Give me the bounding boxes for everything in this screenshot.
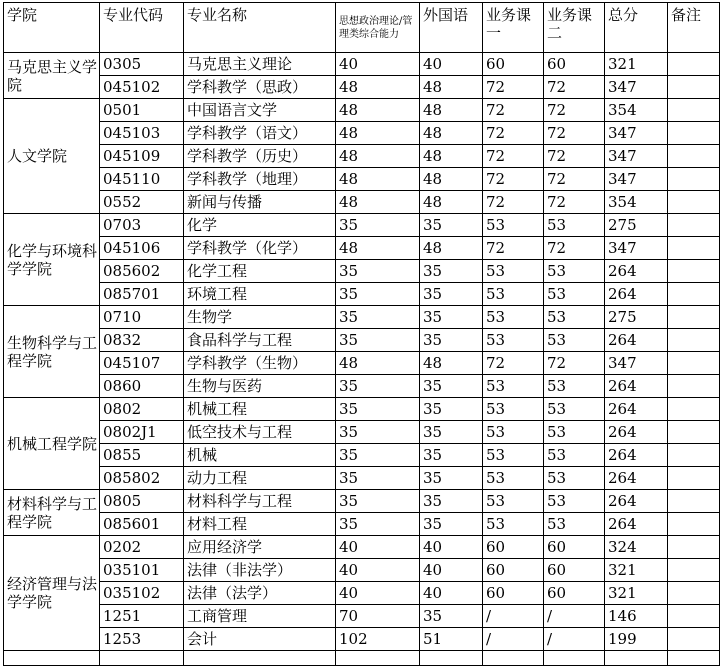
empty-cell: [184, 651, 336, 666]
politics-cell: 48: [336, 191, 420, 214]
course1-cell: 53: [483, 214, 544, 237]
total-cell: 264: [605, 490, 668, 513]
course1-cell: 53: [483, 306, 544, 329]
course2-cell: 53: [544, 260, 605, 283]
note-cell: [668, 605, 720, 628]
course1-cell: /: [483, 605, 544, 628]
table-row: [4, 99, 720, 122]
table-row: [4, 214, 720, 237]
total-cell: 264: [605, 260, 668, 283]
note-cell: [668, 582, 720, 605]
foreign-cell: 48: [420, 122, 483, 145]
note-cell: [668, 559, 720, 582]
name-cell: 学科教学（思政）: [184, 76, 336, 99]
course2-cell: 60: [544, 559, 605, 582]
course2-cell: 53: [544, 283, 605, 306]
table-row: [4, 398, 720, 421]
empty-cell: [420, 651, 483, 666]
course2-cell: 53: [544, 467, 605, 490]
code-cell: 0832: [100, 329, 184, 352]
total-cell: 347: [605, 76, 668, 99]
course2-cell: 72: [544, 191, 605, 214]
empty-cell: [100, 651, 184, 666]
code-cell: 045109: [100, 145, 184, 168]
note-cell: [668, 375, 720, 398]
code-cell: 0305: [100, 53, 184, 76]
code-cell: 1251: [100, 605, 184, 628]
name-cell: 学科教学（历史）: [184, 145, 336, 168]
table-row: [4, 122, 720, 145]
foreign-cell: 40: [420, 536, 483, 559]
table-row: [4, 375, 720, 398]
total-cell: 354: [605, 191, 668, 214]
foreign-cell: 35: [420, 329, 483, 352]
name-cell: 生物与医药: [184, 375, 336, 398]
note-cell: [668, 145, 720, 168]
course2-cell: 53: [544, 214, 605, 237]
code-cell: 0703: [100, 214, 184, 237]
empty-cell: [483, 651, 544, 666]
politics-cell: 35: [336, 306, 420, 329]
politics-cell: 48: [336, 145, 420, 168]
course2-cell: 60: [544, 582, 605, 605]
foreign-cell: 40: [420, 559, 483, 582]
name-cell: 动力工程: [184, 467, 336, 490]
course1-cell: 72: [483, 191, 544, 214]
course2-cell: 60: [544, 53, 605, 76]
table-body: [4, 53, 720, 666]
politics-cell: 40: [336, 559, 420, 582]
course2-cell: 53: [544, 398, 605, 421]
header-foreign: 外国语: [420, 3, 483, 53]
course1-cell: 60: [483, 559, 544, 582]
course2-cell: /: [544, 628, 605, 651]
total-cell: 264: [605, 375, 668, 398]
table-row-partial: [4, 651, 720, 666]
foreign-cell: 35: [420, 283, 483, 306]
course2-cell: 72: [544, 352, 605, 375]
total-cell: 146: [605, 605, 668, 628]
name-cell: 法律（法学）: [184, 582, 336, 605]
course1-cell: 60: [483, 53, 544, 76]
course2-cell: 53: [544, 421, 605, 444]
code-cell: 045107: [100, 352, 184, 375]
politics-cell: 48: [336, 237, 420, 260]
politics-cell: 48: [336, 352, 420, 375]
course1-cell: 53: [483, 398, 544, 421]
total-cell: 324: [605, 536, 668, 559]
college-cell: 材料科学与工程学院: [4, 490, 100, 536]
table-row: [4, 191, 720, 214]
total-cell: 264: [605, 421, 668, 444]
name-cell: 食品科学与工程: [184, 329, 336, 352]
code-cell: 045103: [100, 122, 184, 145]
note-cell: [668, 168, 720, 191]
code-cell: 0802: [100, 398, 184, 421]
course1-cell: 53: [483, 490, 544, 513]
politics-cell: 35: [336, 329, 420, 352]
college-cell: 化学与环境科学学院: [4, 214, 100, 306]
code-cell: 085601: [100, 513, 184, 536]
politics-cell: 48: [336, 76, 420, 99]
course1-cell: 72: [483, 99, 544, 122]
table-row: [4, 283, 720, 306]
course2-cell: 72: [544, 76, 605, 99]
header-politics: 思想政治理论/管理类综合能力: [336, 3, 420, 53]
college-cell: 马克思主义学院: [4, 53, 100, 99]
header-code: 专业代码: [100, 3, 184, 53]
name-cell: 学科教学（生物）: [184, 352, 336, 375]
total-cell: 321: [605, 559, 668, 582]
course2-cell: /: [544, 605, 605, 628]
foreign-cell: 40: [420, 582, 483, 605]
note-cell: [668, 352, 720, 375]
foreign-cell: 35: [420, 513, 483, 536]
code-cell: 0855: [100, 444, 184, 467]
foreign-cell: 35: [420, 260, 483, 283]
total-cell: 347: [605, 237, 668, 260]
name-cell: 会计: [184, 628, 336, 651]
table-row: [4, 559, 720, 582]
course2-cell: 53: [544, 490, 605, 513]
foreign-cell: 40: [420, 53, 483, 76]
course1-cell: 53: [483, 513, 544, 536]
empty-cell: [544, 651, 605, 666]
note-cell: [668, 513, 720, 536]
note-cell: [668, 53, 720, 76]
foreign-cell: 35: [420, 444, 483, 467]
foreign-cell: 35: [420, 306, 483, 329]
college-cell: 人文学院: [4, 99, 100, 214]
politics-cell: 48: [336, 99, 420, 122]
name-cell: 机械工程: [184, 398, 336, 421]
course1-cell: 53: [483, 329, 544, 352]
table-row: [4, 490, 720, 513]
course1-cell: 53: [483, 444, 544, 467]
note-cell: [668, 306, 720, 329]
name-cell: 学科教学（化学）: [184, 237, 336, 260]
course1-cell: 53: [483, 260, 544, 283]
note-cell: [668, 214, 720, 237]
code-cell: 0805: [100, 490, 184, 513]
code-cell: 1253: [100, 628, 184, 651]
note-cell: [668, 444, 720, 467]
total-cell: 321: [605, 582, 668, 605]
foreign-cell: 48: [420, 168, 483, 191]
name-cell: 环境工程: [184, 283, 336, 306]
total-cell: 347: [605, 352, 668, 375]
name-cell: 学科教学（语文）: [184, 122, 336, 145]
table-row: [4, 260, 720, 283]
total-cell: 264: [605, 467, 668, 490]
politics-cell: 35: [336, 444, 420, 467]
politics-cell: 35: [336, 375, 420, 398]
code-cell: 0501: [100, 99, 184, 122]
header-course1: 业务课一: [483, 3, 544, 53]
note-cell: [668, 76, 720, 99]
name-cell: 应用经济学: [184, 536, 336, 559]
name-cell: 生物学: [184, 306, 336, 329]
politics-cell: 40: [336, 53, 420, 76]
name-cell: 中国语言文学: [184, 99, 336, 122]
course1-cell: /: [483, 628, 544, 651]
table-row: [4, 536, 720, 559]
course1-cell: 72: [483, 352, 544, 375]
course2-cell: 72: [544, 122, 605, 145]
total-cell: 354: [605, 99, 668, 122]
politics-cell: 35: [336, 467, 420, 490]
name-cell: 化学工程: [184, 260, 336, 283]
name-cell: 马克思主义理论: [184, 53, 336, 76]
code-cell: 0860: [100, 375, 184, 398]
code-cell: 045106: [100, 237, 184, 260]
code-cell: 035102: [100, 582, 184, 605]
course1-cell: 53: [483, 467, 544, 490]
table-row: [4, 582, 720, 605]
course1-cell: 72: [483, 122, 544, 145]
table-row: [4, 329, 720, 352]
name-cell: 材料科学与工程: [184, 490, 336, 513]
politics-cell: 35: [336, 490, 420, 513]
politics-cell: 35: [336, 421, 420, 444]
table-row: [4, 605, 720, 628]
table-row: [4, 628, 720, 651]
name-cell: 材料工程: [184, 513, 336, 536]
header-total: 总分: [605, 3, 668, 53]
table-row: [4, 421, 720, 444]
name-cell: 法律（非法学）: [184, 559, 336, 582]
note-cell: [668, 260, 720, 283]
code-cell: 045102: [100, 76, 184, 99]
total-cell: 264: [605, 398, 668, 421]
course1-cell: 72: [483, 168, 544, 191]
foreign-cell: 35: [420, 398, 483, 421]
note-cell: [668, 99, 720, 122]
total-cell: 275: [605, 214, 668, 237]
college-cell: 机械工程学院: [4, 398, 100, 490]
foreign-cell: 48: [420, 145, 483, 168]
total-cell: 347: [605, 168, 668, 191]
note-cell: [668, 122, 720, 145]
course1-cell: 72: [483, 76, 544, 99]
politics-cell: 40: [336, 582, 420, 605]
total-cell: 347: [605, 145, 668, 168]
politics-cell: 70: [336, 605, 420, 628]
politics-cell: 102: [336, 628, 420, 651]
code-cell: 0552: [100, 191, 184, 214]
course1-cell: 72: [483, 145, 544, 168]
table-row: [4, 467, 720, 490]
course1-cell: 60: [483, 582, 544, 605]
course1-cell: 53: [483, 421, 544, 444]
name-cell: 低空技术与工程: [184, 421, 336, 444]
foreign-cell: 35: [420, 605, 483, 628]
course2-cell: 72: [544, 168, 605, 191]
course1-cell: 53: [483, 283, 544, 306]
foreign-cell: 48: [420, 76, 483, 99]
foreign-cell: 51: [420, 628, 483, 651]
empty-cell: [336, 651, 420, 666]
header-name: 专业名称: [184, 3, 336, 53]
name-cell: 工商管理: [184, 605, 336, 628]
total-cell: 199: [605, 628, 668, 651]
header-college: 学院: [4, 3, 100, 53]
note-cell: [668, 628, 720, 651]
politics-cell: 35: [336, 260, 420, 283]
foreign-cell: 35: [420, 421, 483, 444]
course1-cell: 72: [483, 237, 544, 260]
total-cell: 347: [605, 122, 668, 145]
code-cell: 0202: [100, 536, 184, 559]
table-row: [4, 352, 720, 375]
note-cell: [668, 398, 720, 421]
foreign-cell: 48: [420, 191, 483, 214]
header-course2: 业务课二: [544, 3, 605, 53]
note-cell: [668, 536, 720, 559]
total-cell: 264: [605, 444, 668, 467]
header-row: [4, 3, 720, 53]
table-row: [4, 145, 720, 168]
course2-cell: 72: [544, 145, 605, 168]
total-cell: 264: [605, 513, 668, 536]
course2-cell: 53: [544, 513, 605, 536]
name-cell: 学科教学（地理）: [184, 168, 336, 191]
table-row: [4, 306, 720, 329]
empty-cell: [605, 651, 668, 666]
note-cell: [668, 467, 720, 490]
note-cell: [668, 283, 720, 306]
course1-cell: 53: [483, 375, 544, 398]
politics-cell: 35: [336, 513, 420, 536]
course2-cell: 72: [544, 99, 605, 122]
empty-cell: [4, 651, 100, 666]
foreign-cell: 35: [420, 375, 483, 398]
note-cell: [668, 490, 720, 513]
course2-cell: 60: [544, 536, 605, 559]
course2-cell: 72: [544, 237, 605, 260]
foreign-cell: 48: [420, 99, 483, 122]
course1-cell: 60: [483, 536, 544, 559]
note-cell: [668, 237, 720, 260]
foreign-cell: 35: [420, 467, 483, 490]
code-cell: 0802J1: [100, 421, 184, 444]
code-cell: 0710: [100, 306, 184, 329]
code-cell: 035101: [100, 559, 184, 582]
code-cell: 045110: [100, 168, 184, 191]
score-table: [3, 2, 720, 666]
code-cell: 085602: [100, 260, 184, 283]
table-row: [4, 513, 720, 536]
course2-cell: 53: [544, 306, 605, 329]
foreign-cell: 48: [420, 237, 483, 260]
note-cell: [668, 329, 720, 352]
total-cell: 321: [605, 53, 668, 76]
foreign-cell: 48: [420, 352, 483, 375]
name-cell: 化学: [184, 214, 336, 237]
table-row: [4, 237, 720, 260]
note-cell: [668, 421, 720, 444]
name-cell: 新闻与传播: [184, 191, 336, 214]
total-cell: 264: [605, 329, 668, 352]
politics-cell: 48: [336, 122, 420, 145]
code-cell: 085802: [100, 467, 184, 490]
header-note: 备注: [668, 3, 720, 53]
total-cell: 264: [605, 283, 668, 306]
note-cell: [668, 191, 720, 214]
table-row: [4, 168, 720, 191]
code-cell: 085701: [100, 283, 184, 306]
politics-cell: 35: [336, 398, 420, 421]
politics-cell: 48: [336, 168, 420, 191]
course2-cell: 53: [544, 444, 605, 467]
name-cell: 机械: [184, 444, 336, 467]
table-row: [4, 444, 720, 467]
course2-cell: 53: [544, 329, 605, 352]
politics-cell: 35: [336, 283, 420, 306]
college-cell: 生物科学与工程学院: [4, 306, 100, 398]
foreign-cell: 35: [420, 490, 483, 513]
empty-cell: [668, 651, 720, 666]
total-cell: 275: [605, 306, 668, 329]
table-row: [4, 76, 720, 99]
table-row: [4, 53, 720, 76]
course2-cell: 53: [544, 375, 605, 398]
college-cell: 经济管理与法学学院: [4, 536, 100, 651]
politics-cell: 35: [336, 214, 420, 237]
foreign-cell: 35: [420, 214, 483, 237]
politics-cell: 40: [336, 536, 420, 559]
